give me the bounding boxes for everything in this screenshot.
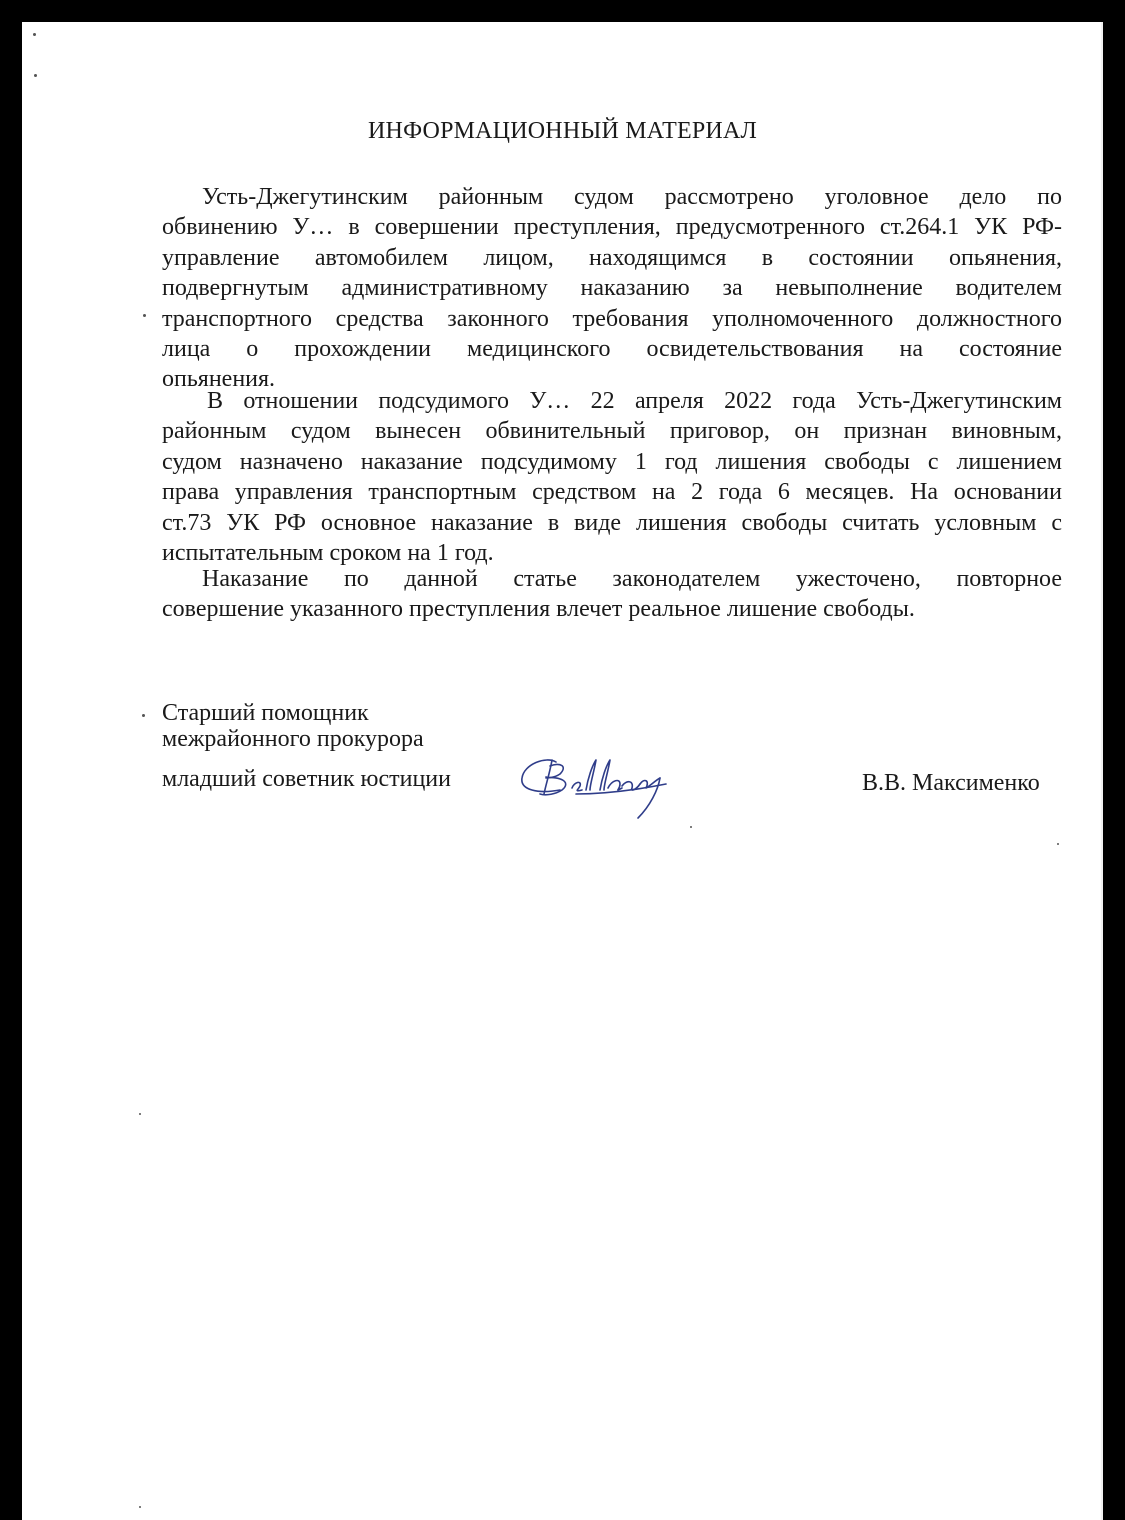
paragraph-line: транспортного средства законного требования уполномоченного должностного: [162, 305, 1062, 332]
paragraph-line: подвергнутым административному наказанию за невыполнение водителем: [162, 275, 1062, 302]
signatory-rank: младший советник юстиции: [162, 766, 451, 792]
signatory-position-line2: межрайонного прокурора: [162, 726, 424, 752]
paragraph-line: Наказание по данной статье законодателем ужесточено, повторное: [202, 566, 1062, 592]
scan-speck: [143, 314, 146, 317]
scan-speck: [139, 1113, 141, 1115]
paragraph-line: ст.73 УК РФ основное наказание в виде лишения свободы считать условным с: [162, 509, 1062, 536]
signatory-position: [162, 700, 424, 752]
scan-speck: [33, 33, 36, 36]
paragraph-line: судом назначено наказание подсудимому 1 год лишения свободы с лишением: [162, 448, 1062, 475]
document-title: ИНФОРМАЦИОННЫЙ МАТЕРИАЛ: [368, 118, 757, 144]
paragraph-line: опьянения.: [162, 366, 276, 393]
paragraph-line: обвинению У… в совершении преступления, предусмотренного ст.264.1 УК РФ-: [162, 214, 1062, 241]
paragraph-line: управление автомобилем лицом, находящимся в состоянии опьянения,: [162, 244, 1062, 271]
paragraph-line: Усть-Джегутинским районным судом рассмотрено уголовное дело по: [202, 184, 1062, 210]
paragraph-3: [162, 564, 1062, 625]
signatory-name: В.В. Максименко: [862, 770, 1040, 796]
paragraph-line: районным судом вынесен обвинительный приговор, он признан виновным,: [162, 418, 1062, 445]
scan-speck: [1057, 843, 1059, 845]
handwritten-signature: [516, 744, 686, 824]
paragraph-line: В отношении подсудимого У… 22 апреля 2022 года Усть-Джегутинским: [207, 388, 1062, 414]
scan-speck: [34, 74, 37, 77]
paragraph-line: права управления транспортным средством на 2 года 6 месяцев. На основании: [162, 479, 1062, 506]
paragraph-line: лица о прохождении медицинского освидетельствования на состояние: [162, 336, 1062, 363]
signatory-position-line1: Старший помощник: [162, 700, 369, 726]
scan-speck: [139, 1506, 141, 1508]
paragraph-line: испытательным сроком на 1 год.: [162, 540, 494, 567]
page-edge: [1101, 22, 1103, 1520]
paragraph-line: совершение указанного преступления влечет реальное лишение свободы.: [162, 596, 915, 623]
paragraph-2: [162, 386, 1062, 568]
paragraph-1: [162, 182, 1062, 395]
scan-speck: [690, 826, 692, 828]
scan-speck: [142, 714, 145, 717]
